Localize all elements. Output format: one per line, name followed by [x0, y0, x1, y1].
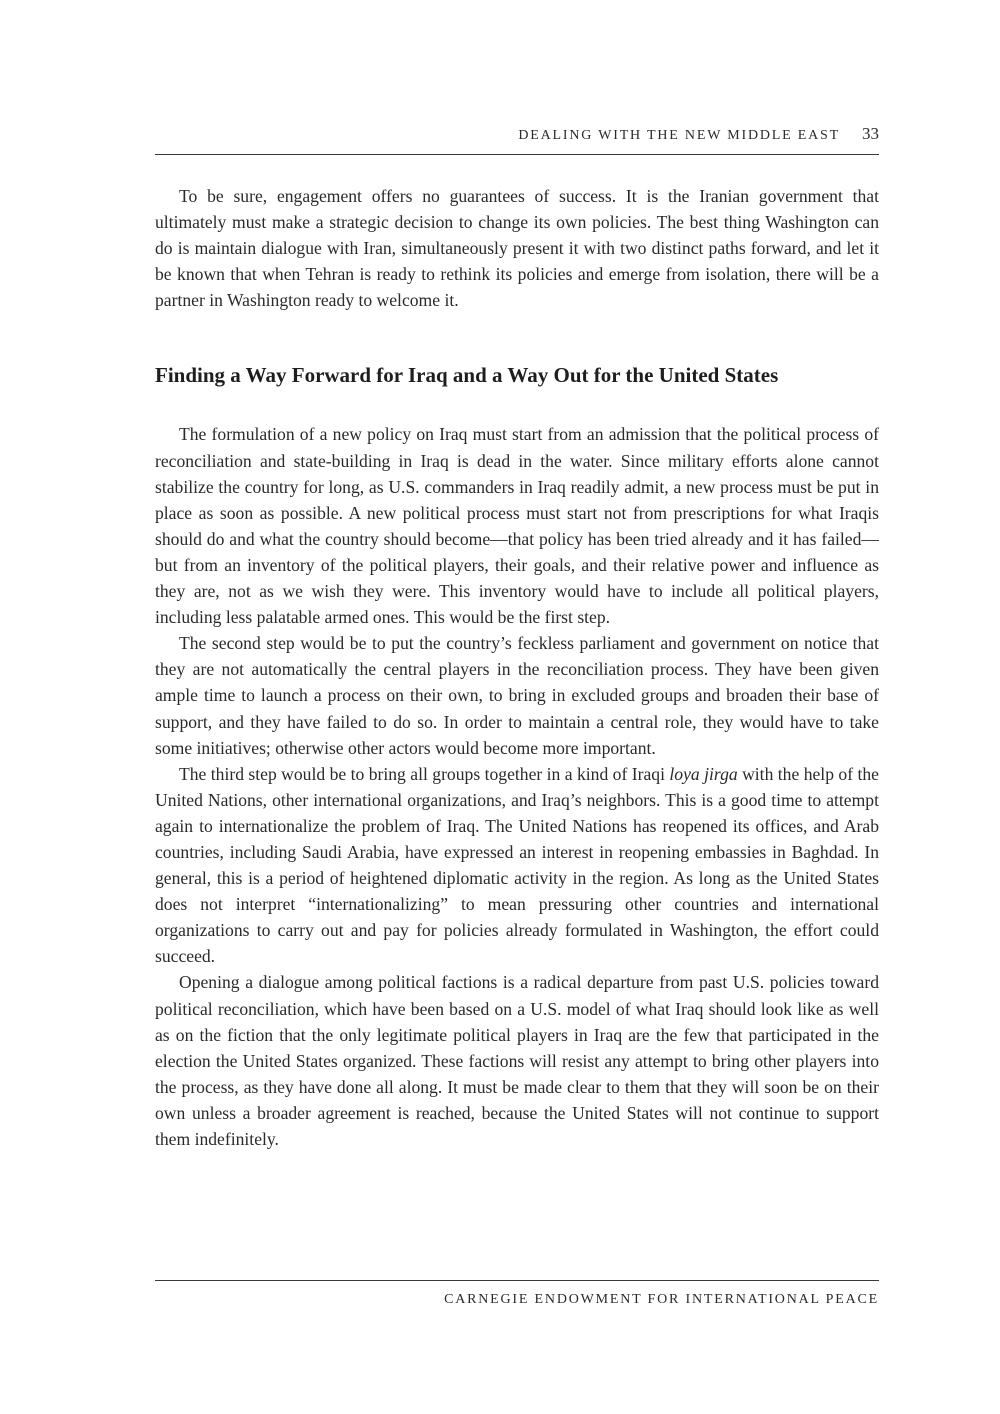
body-paragraph-1: The formulation of a new policy on Iraq must start from an admission that the political process of reconciliation and state-building in Iraq is dead in the water. Since military efforts alone cannot stabilize the country for long, as U.S. commanders in Iraq readily admit, a new process must be put in place as soon as possible. A new political process must start not from prescriptions for what Iraqis should do and what the country should become—that policy has been tried already and it has failed—but from an inventory of the political players, their goals, and their relative power and influence as they are, not as we wish they were. This inventory would have to include all political players, including less palatable armed ones. This would be the first step.: [155, 424, 879, 628]
page-number: 33: [862, 124, 879, 143]
intro-paragraph: To be sure, engagement offers no guarantees of success. It is the Iranian government that ultimately must make a strategic decision to change its own policies. The best thing Washington can do is maintain dialogue with Iran, simultaneously present it with two distinct paths forward, and let it be known that when Tehran is ready to rethink its policies and emerge from isolation, there will be a partner in Washington ready to welcome it.: [155, 186, 879, 311]
running-footer: [155, 1280, 879, 1308]
paragraph-3-italic-term: loya jirga: [669, 763, 738, 784]
section-heading: Finding a Way Forward for Iraq and a Way Out for the United States: [155, 363, 779, 388]
running-header: [155, 124, 879, 155]
body-paragraph-2: The second step would be to put the country’s feckless parliament and government on notice that they are not automatically the central players in the reconciliation process. They have been given ample time to launch a process on their own, to bring in excluded groups and broaden their base of support, and they have failed to do so. In order to maintain a central role, they would have to take some initiatives; otherwise other actors would become more important.: [155, 633, 879, 758]
paragraph-3-text-start: The third step would be to bring all groups together in a kind of Iraqi: [179, 763, 670, 784]
paragraph-3-text-end: with the help of the United Nations, other international organizations, and Iraq’s neighbors. This is a good time to attempt again to internationalize the problem of Iraq. The United Nations has reopened its offices, and Arab countries, including Saudi Arabia, have expressed an interest in reopening embassies in Baghdad. In general, this is a period of heightened diplomatic activity in the region. As long as the United States does not interpret “internationalizing” to mean pressuring other countries and international organizations to carry out and pay for policies already formulated in Washington, the effort could succeed.: [155, 763, 879, 967]
page-body: [155, 183, 879, 1152]
body-paragraph-3: [155, 761, 879, 970]
body-paragraph-4: Opening a dialogue among political factions is a radical departure from past U.S. policies toward political reconciliation, which have been based on a U.S. model of what Iraq should look like as well as on the fiction that the only legitimate political players in Iraq are the few that participated in the election the United States organized. These factions will resist any attempt to bring other players into the process, as they have done all along. It must be made clear to them that they will soon be on their own unless a broader agreement is reached, because the United States will not continue to support them indefinitely.: [155, 972, 879, 1149]
running-footer-title: CARNEGIE ENDOWMENT FOR INTERNATIONAL PEACE: [444, 1292, 879, 1307]
running-header-title: DEALING WITH THE NEW MIDDLE EAST: [518, 128, 840, 143]
